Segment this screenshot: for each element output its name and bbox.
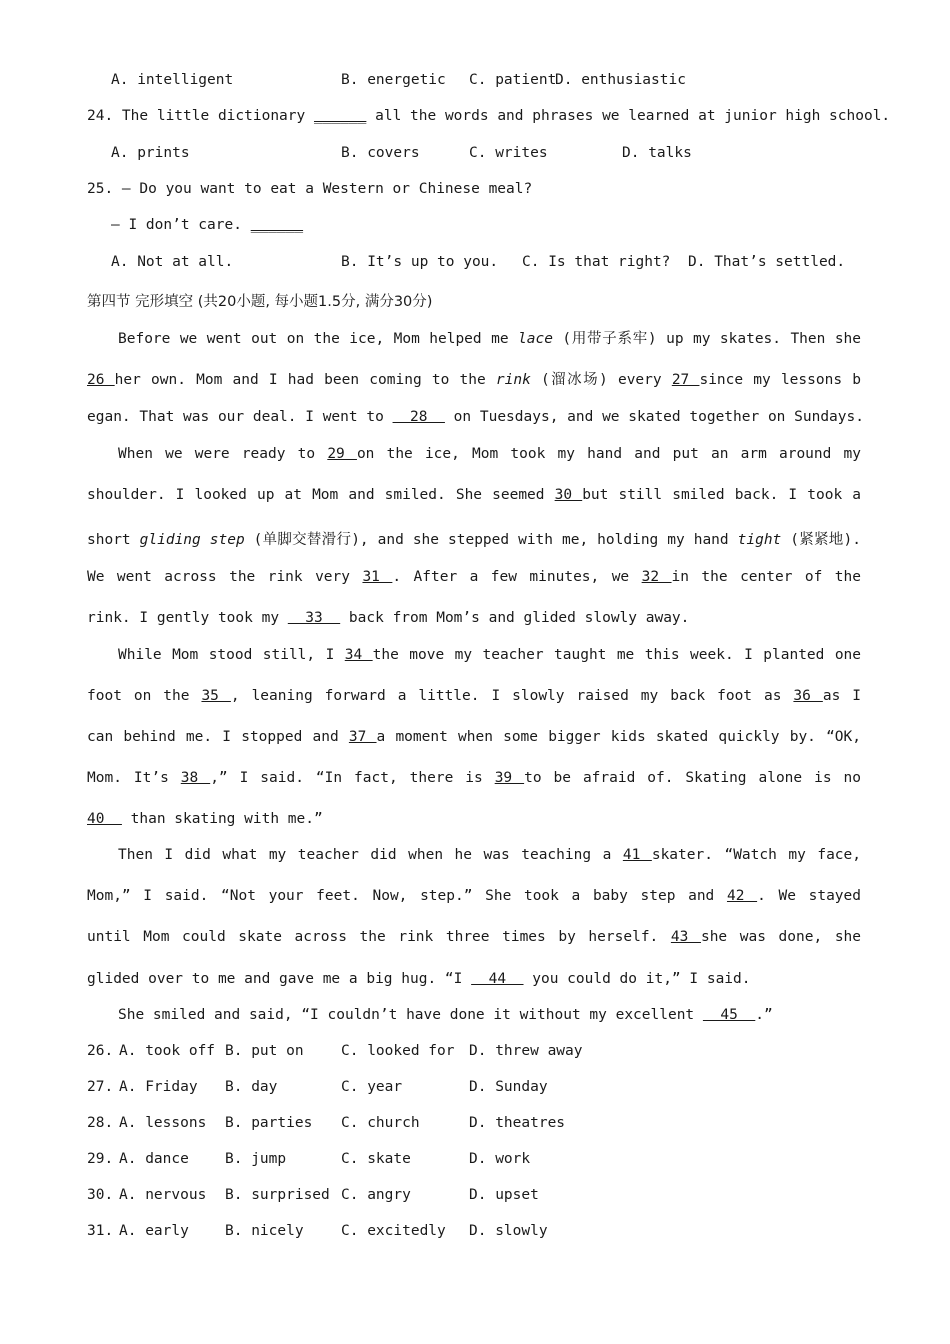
p4-line2: Mom,” I said. “Not your feet. Now, step.” She took a baby step and 42 . We stayed: [87, 888, 861, 904]
blank-32: 32: [641, 569, 672, 585]
choice-number: 30.: [87, 1187, 114, 1203]
q23-option-a: A. intelligent: [111, 72, 234, 88]
choice-option-d: D. upset: [469, 1187, 539, 1203]
blank-34: 34: [344, 647, 373, 663]
q24-option-b: B. covers: [341, 145, 420, 161]
q25-option-b: B. It’s up to you.: [341, 254, 499, 270]
p3-line2: foot on the 35 , leaning forward a little. I slowly raised my back foot as 36 as I: [87, 688, 861, 704]
choice-option-b: B. put on: [225, 1043, 304, 1059]
choice-option-b: B. surprised: [225, 1187, 330, 1203]
choice-option-c: C. skate: [341, 1151, 411, 1167]
choice-option-d: D. slowly: [469, 1223, 548, 1239]
q23-option-b: B. energetic: [341, 72, 446, 88]
choice-option-a: A. early: [119, 1223, 189, 1239]
q24-option-a: A. prints: [111, 145, 190, 161]
p3-line4: Mom. It’s 38 ,” I said. “In fact, there is 39 to be afraid of. Skating alone is no: [87, 770, 861, 786]
choice-option-a: A. Friday: [119, 1079, 198, 1095]
p1-line2: 26 her own. Mom and I had been coming to the rink (溜冰场) every 27 since my lessons b: [87, 372, 861, 388]
p3-line1: While Mom stood still, I 34 the move my teacher taught me this week. I planted one: [118, 647, 862, 663]
choice-number: 28.: [87, 1115, 114, 1131]
p3-line5: 40 than skating with me.”: [87, 811, 323, 827]
q24-option-d: D. talks: [622, 145, 692, 161]
choice-option-b: B. nicely: [225, 1223, 304, 1239]
q25-option-a: A. Not at all.: [111, 254, 234, 270]
choice-number: 26.: [87, 1043, 114, 1059]
blank-38: 38: [180, 770, 211, 786]
p1-line1: Before we went out on the ice, Mom helped me lace (用带子系牢) up my skates. Then she: [118, 331, 862, 347]
choice-option-a: A. nervous: [119, 1187, 207, 1203]
choice-number: 31.: [87, 1223, 114, 1239]
choice-number: 27.: [87, 1079, 114, 1095]
choice-option-d: D. theatres: [469, 1115, 566, 1131]
choice-number: 29.: [87, 1151, 114, 1167]
q23-option-d: D. enthusiastic: [555, 72, 686, 88]
blank-43: 43: [670, 929, 701, 945]
p2-line3: short gliding step (单脚交替滑行), and she stepped with me, holding my hand tight (紧紧地).: [87, 532, 862, 548]
choice-option-c: C. angry: [341, 1187, 411, 1203]
p4-line4: glided over to me and gave me a big hug. “I 44 you could do it,” I said.: [87, 971, 751, 987]
q24-blank: ______: [313, 108, 367, 124]
q25-blank: ______: [250, 217, 304, 233]
p4-line3: until Mom could skate across the rink three times by herself. 43 she was done, she: [87, 929, 862, 945]
choice-option-d: D. work: [469, 1151, 531, 1167]
p5-line1: She smiled and said, “I couldn’t have done it without my excellent 45 .”: [118, 1007, 773, 1023]
choice-option-b: B. parties: [225, 1115, 313, 1131]
p1-line3: egan. That was our deal. I went to 28 on Tuesdays, and we skated together on Sundays.: [87, 409, 864, 425]
p2-line1: When we were ready to 29 on the ice, Mom took my hand and put an arm around my: [118, 446, 861, 462]
choice-option-c: C. year: [341, 1079, 403, 1095]
blank-40: 40: [87, 811, 122, 827]
q24-option-c: C. writes: [469, 145, 548, 161]
p2-line4: We went across the rink very 31 . After a few minutes, we 32 in the center of the: [87, 569, 861, 585]
choice-option-b: B. jump: [225, 1151, 287, 1167]
p2-line5: rink. I gently took my 33 back from Mom’s and glided slowly away.: [87, 610, 690, 626]
blank-37: 37: [348, 729, 377, 745]
blank-26: 26: [87, 372, 115, 388]
blank-31: 31: [362, 569, 393, 585]
blank-36: 36: [793, 688, 823, 704]
p3-line3: can behind me. I stopped and 37 a moment when some bigger kids skated quickly by. “OK,: [87, 729, 861, 745]
blank-28: 28: [392, 409, 445, 425]
choice-option-d: D. Sunday: [469, 1079, 548, 1095]
blank-35: 35: [201, 688, 231, 704]
q25-response: — I don’t care. ______: [111, 217, 304, 233]
blank-42: 42: [726, 888, 758, 904]
choice-option-a: A. took off: [119, 1043, 216, 1059]
p2-line2: shoulder. I looked up at Mom and smiled. She seemed 30 but still smiled back. I took a: [87, 487, 862, 503]
blank-33: 33: [287, 610, 341, 626]
blank-45: 45: [702, 1007, 756, 1023]
choice-option-c: C. church: [341, 1115, 420, 1131]
blank-27: 27: [671, 372, 700, 388]
choice-option-d: D. threw away: [469, 1043, 583, 1059]
choice-option-c: C. looked for: [341, 1043, 455, 1059]
q25-question: 25. — Do you want to eat a Western or Chinese meal?: [87, 181, 533, 197]
q25-option-d: D. That’s settled.: [688, 254, 846, 270]
blank-44: 44: [471, 971, 524, 987]
blank-29: 29: [327, 446, 357, 462]
p4-line1: Then I did what my teacher did when he was teaching a 41 skater. “Watch my face,: [118, 847, 861, 863]
section-heading: 第四节 完形填空 (共20小题, 每小题1.5分, 满分30分): [87, 294, 433, 310]
choice-option-a: A. dance: [119, 1151, 189, 1167]
q25-option-c: C. Is that right?: [522, 254, 671, 270]
choice-option-a: A. lessons: [119, 1115, 207, 1131]
choice-option-c: C. excitedly: [341, 1223, 446, 1239]
q24-stem: 24. The little dictionary ______ all the words and phrases we learned at junior high school.: [87, 108, 891, 124]
blank-39: 39: [494, 770, 525, 786]
blank-30: 30: [554, 487, 583, 503]
q23-option-c: C. patient: [469, 72, 557, 88]
blank-41: 41: [622, 847, 652, 863]
choice-option-b: B. day: [225, 1079, 278, 1095]
